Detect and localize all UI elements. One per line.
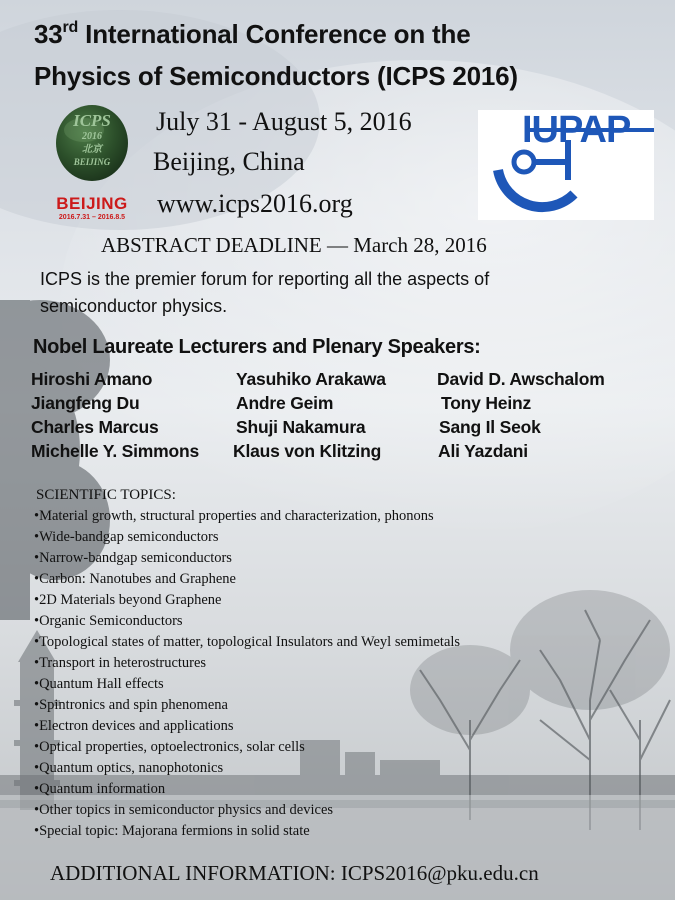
topic-item: •Wide-bandgap semiconductors [34, 529, 219, 545]
additional-information-contact[interactable]: ADDITIONAL INFORMATION: ICPS2016@pku.edu.cn [50, 861, 539, 885]
topic-item: •Quantum Hall effects [34, 676, 164, 692]
conference-title-line2: Physics of Semiconductors (ICPS 2016) [34, 61, 518, 91]
speaker-name: Charles Marcus [31, 417, 159, 437]
topic-item: •Spintronics and spin phenomena [34, 697, 228, 713]
icps-seal-text [42, 112, 142, 169]
topic-item: •Material growth, structural properties and characterization, phonons [34, 508, 434, 524]
topic-item: •Transport in heterostructures [34, 655, 207, 671]
event-dates: July 31 - August 5, 2016 [156, 107, 412, 136]
topic-item: •Quantum optics, nanophotonics [34, 760, 224, 776]
speaker-name: Sang Il Seok [439, 417, 541, 437]
topic-item: •Other topics in semiconductor physics and devices [34, 802, 334, 818]
speaker-name: David D. Awschalom [437, 369, 605, 389]
topic-item: •Topological states of matter, topological Insulators and Weyl semimetals [34, 634, 461, 650]
icps-logo-city: BEIJING [56, 194, 128, 213]
topics-heading: SCIENTIFIC TOPICS: [36, 487, 176, 503]
icps-2016-logo [42, 100, 142, 222]
speaker-name: Michelle Y. Simmons [31, 441, 200, 461]
topic-item: •Optical properties, optoelectronics, solar cells [34, 739, 305, 755]
speakers-heading: Nobel Laureate Lecturers and Plenary Speakers: [33, 336, 481, 358]
icps-seal-line4: BEIJING [73, 157, 111, 167]
speaker-name: Klaus von Klitzing [233, 441, 382, 461]
topic-item: •Electron devices and applications [34, 718, 234, 734]
abstract-deadline: ABSTRACT DEADLINE — March 28, 2016 [101, 233, 487, 257]
title-ordinal-suffix: rd [62, 19, 79, 36]
intro-line2: semiconductor physics. [40, 296, 228, 316]
speaker-name: Jiangfeng Du [31, 393, 140, 413]
icps-seal-line3: 北京 [82, 144, 102, 155]
speaker-name: Andre Geim [236, 393, 334, 413]
iupap-logo-text: IUPAP [522, 109, 631, 151]
title-line1-text: International Conference on the [78, 19, 471, 49]
icps-seal-line2: 2016 [82, 131, 102, 142]
speaker-name: Shuji Nakamura [236, 417, 366, 437]
speaker-name: Ali Yazdani [438, 441, 528, 461]
topic-item: •Special topic: Majorana fermions in solid state [34, 823, 310, 839]
speaker-name: Yasuhiko Arakawa [236, 369, 386, 389]
speaker-name: Hiroshi Amano [31, 369, 153, 389]
topic-item: •Quantum information [34, 781, 166, 797]
conference-title-line1 [34, 19, 470, 49]
event-location: Beijing, China [153, 147, 305, 176]
speaker-name: Tony Heinz [441, 393, 532, 413]
topic-item: •Narrow-bandgap semiconductors [34, 550, 232, 566]
intro-line1: ICPS is the premier forum for reporting all the aspects of [40, 269, 490, 289]
icps-seal-line1: ICPS [73, 111, 111, 130]
title-number: 33 [34, 19, 63, 49]
iupap-logo [478, 110, 654, 220]
topic-item: •Carbon: Nanotubes and Graphene [34, 571, 236, 587]
topic-item: •Organic Semiconductors [34, 613, 183, 629]
topic-item: •2D Materials beyond Graphene [34, 592, 222, 608]
event-website-link[interactable]: www.icps2016.org [157, 189, 353, 218]
icps-logo-dates: 2016.7.31 – 2016.8.5 [58, 214, 126, 221]
